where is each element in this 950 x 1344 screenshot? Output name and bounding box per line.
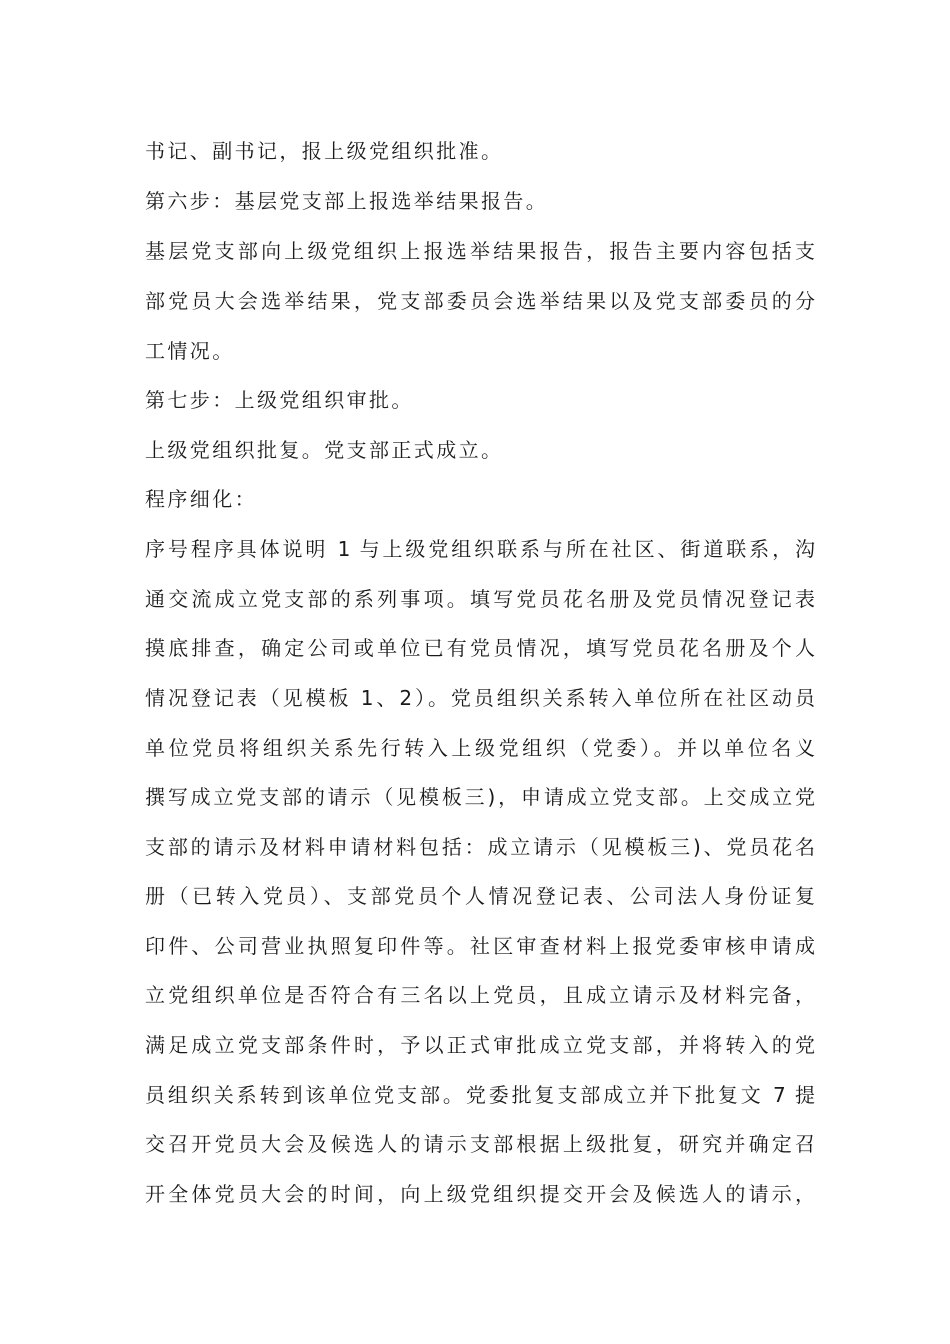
text-line: 撰写成立党支部的请示（见模板三)，申请成立党支部。上交成立党 — [145, 785, 815, 809]
text-line: 部党员大会选举结果，党支部委员会选举结果以及党支部委员的分 — [145, 289, 815, 313]
text-line: 支部的请示及材料申请材料包括：成立请示（见模板三)、党员花名 — [145, 835, 815, 859]
text-line: 满足成立党支部条件时，予以正式审批成立党支部，并将转入的党 — [145, 1033, 815, 1057]
text-line: 交召开党员大会及候选人的请示支部根据上级批复，研究并确定召 — [145, 1132, 815, 1156]
text-line: 单位党员将组织关系先行转入上级党组织（党委）。并以单位名义 — [145, 736, 815, 760]
text-line: 印件、公司营业执照复印件等。社区审查材料上报党委审核申请成 — [145, 934, 815, 958]
text-line: 通交流成立党支部的系列事项。填写党员花名册及党员情况登记表 — [145, 587, 815, 611]
step-heading: 第七步：上级党组织审批。 — [145, 388, 414, 412]
text-line: 开全体党员大会的时间，向上级党组织提交开会及候选人的请示， — [145, 1182, 815, 1206]
text-line: 工情况。 — [145, 339, 235, 363]
text-line: 序号程序具体说明 1 与上级党组织联系与所在社区、街道联系，沟 — [145, 537, 815, 561]
text-line: 情况登记表（见模板 1、2）。党员组织关系转入单位所在社区动员 — [145, 686, 815, 710]
text-line: 书记、副书记，报上级党组织批准。 — [145, 139, 504, 163]
text-line: 上级党组织批复。党支部正式成立。 — [145, 438, 504, 462]
text-line: 册（已转入党员）、支部党员个人情况登记表、公司法人身份证复 — [145, 884, 815, 908]
text-line: 摸底排查，确定公司或单位已有党员情况，填写党员花名册及个人 — [145, 636, 815, 660]
text-line: 立党组织单位是否符合有三名以上党员，且成立请示及材料完备， — [145, 983, 815, 1007]
text-line: 基层党支部向上级党组织上报选举结果报告，报告主要内容包括支 — [145, 239, 815, 263]
section-heading: 程序细化： — [145, 487, 257, 511]
step-heading: 第六步：基层党支部上报选举结果报告。 — [145, 189, 549, 213]
text-line: 员组织关系转到该单位党支部。党委批复支部成立并下批复文 7 提 — [145, 1083, 815, 1107]
